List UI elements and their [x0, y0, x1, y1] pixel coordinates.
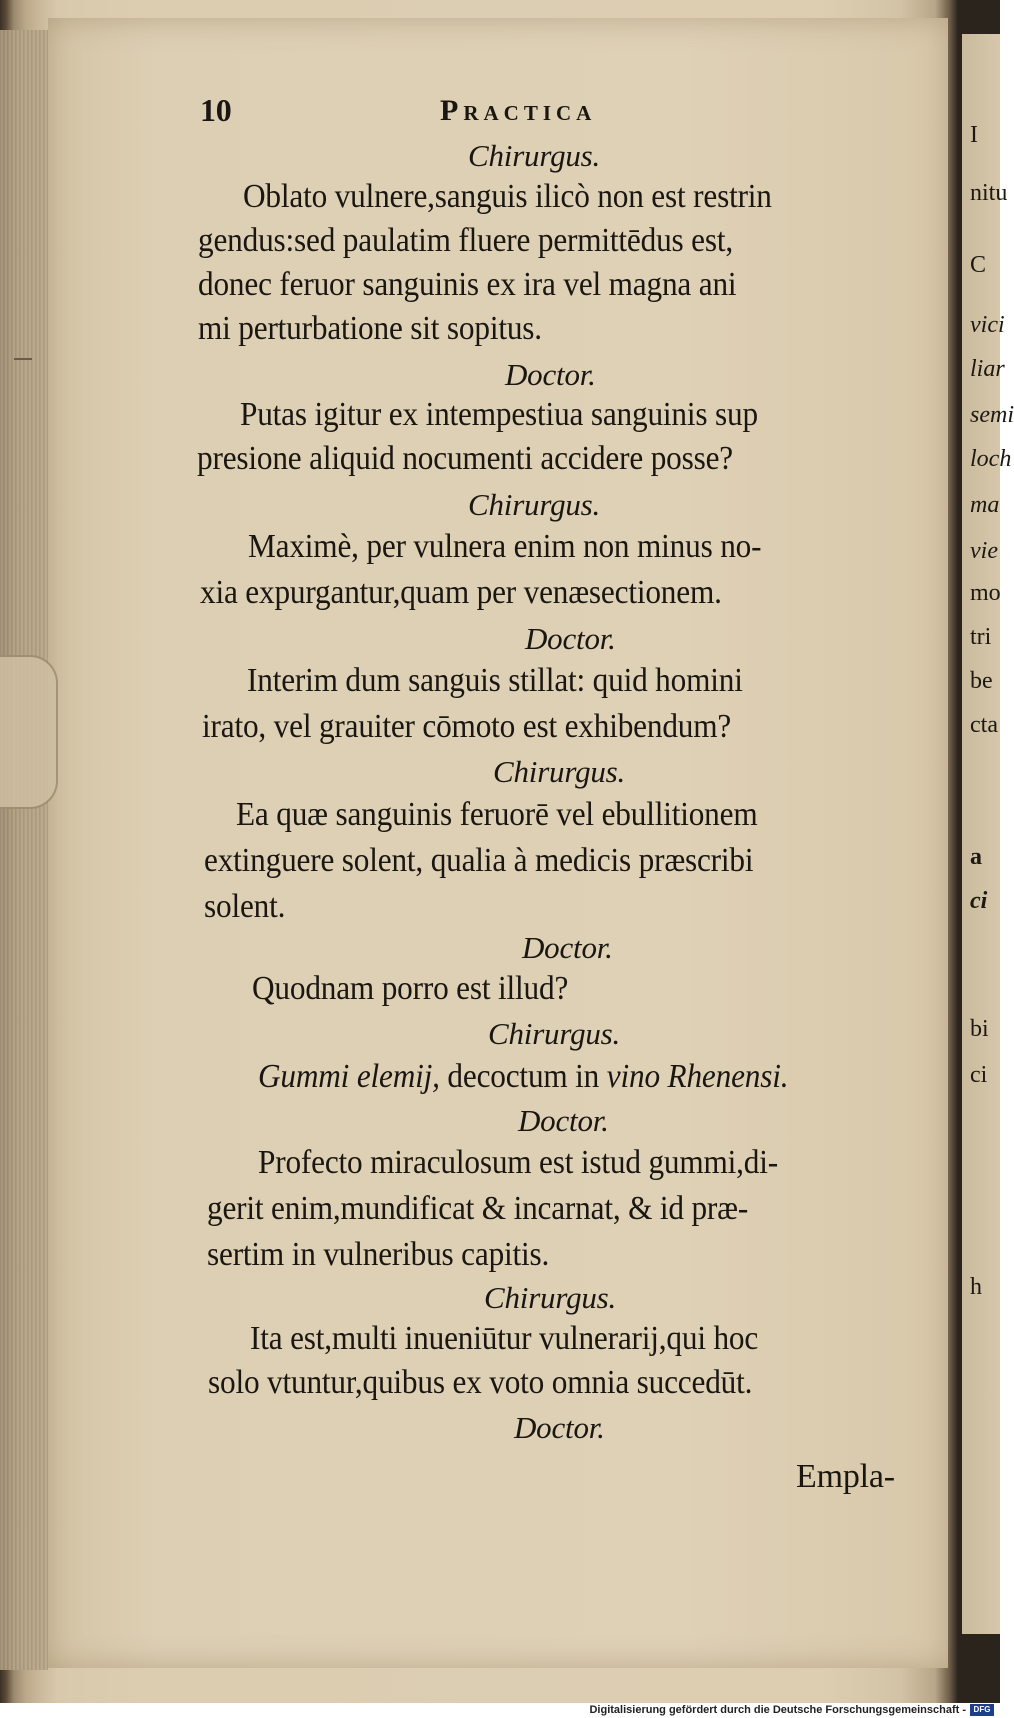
speaker-label: Doctor. [518, 1103, 609, 1138]
adjacent-page-text: ci [970, 1062, 988, 1088]
adjacent-page-text: bi [970, 1016, 989, 1042]
footer-bar [0, 1703, 1000, 1718]
adjacent-page-text: tri [970, 624, 992, 650]
text-line: irato, vel grauiter cōmoto est exhibendum? [202, 708, 732, 745]
text-line: Maximè, per vulnera enim non minus no- [248, 528, 762, 565]
text-line: Quodnam porro est illud? [252, 970, 569, 1007]
speaker-label: Doctor. [505, 357, 596, 392]
speaker-label: Chirurgus. [484, 1280, 617, 1315]
text-line: solo vtuntur,quibus ex voto omnia succedūt. [208, 1364, 753, 1401]
adjacent-page-text: vie [970, 538, 998, 564]
page-edges [0, 30, 48, 1670]
adjacent-page-text: C [970, 252, 987, 278]
adjacent-page-text: vici [970, 312, 1005, 338]
text-line [258, 1058, 788, 1096]
catchword: Empla- [796, 1458, 895, 1495]
text-line: xia expurgantur,quam per venæsectionem. [200, 574, 722, 611]
speaker-label: Doctor. [514, 1410, 605, 1445]
page-number: 10 [200, 92, 232, 128]
text-roman: decoctum in [439, 1058, 607, 1095]
adjacent-page-text: cta [970, 712, 998, 738]
text-line: mi perturbatione sit sopitus. [198, 310, 542, 347]
thumb-tab [0, 655, 58, 809]
text-line: Ea quæ sanguinis feruorē vel ebullitionem [236, 796, 758, 833]
text-line: presione aliquid nocumenti accidere posse? [197, 440, 734, 477]
speaker-label: Chirurgus. [488, 1016, 621, 1051]
digitization-credit: Digitalisierung gefördert durch die Deutsche Forschungsgemeinschaft - [589, 1704, 966, 1716]
text-italic: vino Rhenensi. [606, 1058, 789, 1095]
adjacent-page-text: a [970, 844, 982, 870]
text-line: sertim in vulneribus capitis. [207, 1236, 550, 1273]
speaker-label: Chirurgus. [468, 138, 601, 173]
text-line: solent. [204, 888, 286, 925]
margin-dash [14, 358, 32, 360]
speaker-label: Doctor. [525, 621, 616, 656]
adjacent-page-text: semi [970, 402, 1014, 428]
adjacent-page-text: I [970, 122, 978, 148]
adjacent-page-text: ma [970, 492, 1000, 518]
text-line: gerit enim,mundificat & incarnat, & id præ- [207, 1190, 749, 1227]
adjacent-page-text: liar [970, 356, 1005, 382]
adjacent-page-text: h [970, 1274, 982, 1300]
adjacent-page-text: loch [970, 446, 1012, 472]
text-italic: Gummi elemij, [258, 1058, 440, 1095]
text-line: Oblato vulnere,sanguis ilicò non est restrin [243, 178, 772, 215]
text-line: Ita est,multi inueniūtur vulnerarij,qui hoc [250, 1320, 759, 1357]
text-line: Interim dum sanguis stillat: quid homini [247, 662, 743, 699]
text-line: extinguere solent, qualia à medicis præscribi [204, 842, 754, 879]
dfg-logo: DFG [970, 1704, 994, 1716]
speaker-label: Doctor. [522, 930, 613, 965]
adjacent-page-text: mo [970, 580, 1001, 606]
text-line: Putas igitur ex intempestiua sanguinis sup [240, 396, 758, 433]
text-line: Profecto miraculosum est istud gummi,di- [258, 1144, 778, 1181]
adjacent-page-text: ci [970, 888, 988, 914]
text-line: gendus:sed paulatim fluere permittēdus est, [198, 222, 734, 259]
adjacent-page-text: nitu [970, 180, 1008, 206]
speaker-label: Chirurgus. [468, 487, 601, 522]
speaker-label: Chirurgus. [493, 754, 626, 789]
running-head: Practica [440, 94, 597, 127]
text-line: donec feruor sanguinis ex ira vel magna ani [198, 266, 737, 303]
adjacent-page-text: be [970, 668, 993, 694]
